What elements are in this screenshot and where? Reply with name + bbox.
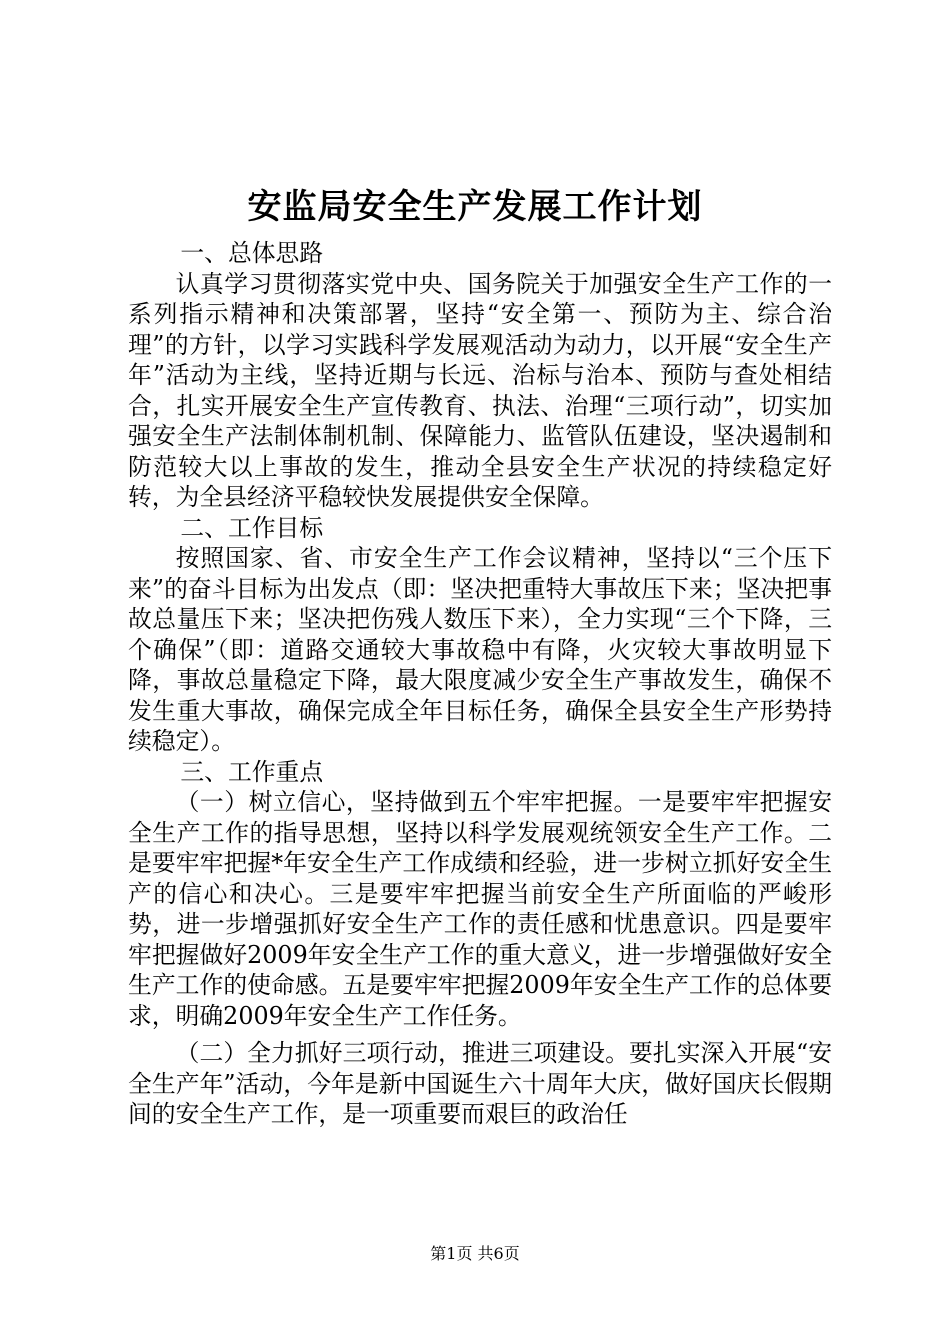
document-body <box>128 238 832 1130</box>
section-heading-overall-approach: 一、总体思路 <box>180 239 324 267</box>
paragraph-overall-approach: 认真学习贯彻落实党中央、国务院关于加强安全生产工作的一系列指示精神和决策部署，坚持“安全第一、预防为主、综合治理”的方针，以学习实践科学发展观活动为动力，以开展“安全生产年”活动为主线，坚持近期与长远、治标与治本、预防与查处相结合，扎实开展安全生产宣传教育、执法、治理“三项行动”，切实加强安全生产法制体制机制、保障能力、监管队伍建设，坚决遏制和防范较大以上事故的发生，推动全县安全生产状况的持续稳定好转，为全县经济平稳较快发展提供安全保障。 <box>128 269 832 511</box>
paragraph-priority-one: （一）树立信心，坚持做到五个牢牢把握。一是要牢牢把握安全生产工作的指导思想，坚持以科学发展观统领安全生产工作。二是要牢牢把握*年安全生产工作成绩和经验，进一步树立抓好安全生产的信心和决心。三是要牢牢把握当前安全生产所面临的严峻形势，进一步增强抓好安全生产工作的责任感和忧患意识。四是要牢牢把握做好2009年安全生产工作的重大意义，进一步增强做好安全生产工作的使命感。五是要牢牢把握2009年安全生产工作的总体要求，明确2009年安全生产工作任务。 <box>128 788 832 1030</box>
section-heading-work-priorities: 三、工作重点 <box>180 757 324 786</box>
section-heading-work-goals: 二、工作目标 <box>180 513 324 542</box>
page-footer: 第1页 共6页 <box>430 1244 520 1263</box>
paragraph-work-goals: 按照国家、省、市安全生产工作会议精神，坚持以“三个压下来”的奋斗目标为出发点（即：坚决把重特大事故压下来；坚决把事故总量压下来；坚决把伤残人数压下来），全力实现“三个下降，三个确保”（即：道路交通较大事故稳中有降，火灾较大事故明显下降，事故总量稳定下降，最大限度减少安全生产事故发生，确保不发生重大事故，确保完成全年目标任务，确保全县安全生产形势持续稳定）。 <box>128 544 832 755</box>
paragraph-priority-two: （二）全力抓好三项行动，推进三项建设。要扎实深入开展“安全生产年”活动，今年是新中国诞生六十周年大庆，做好国庆长假期间的安全生产工作，是一项重要而艰巨的政治任 <box>128 1039 832 1128</box>
document-title: 安监局安全生产发展工作计划 <box>247 187 703 227</box>
